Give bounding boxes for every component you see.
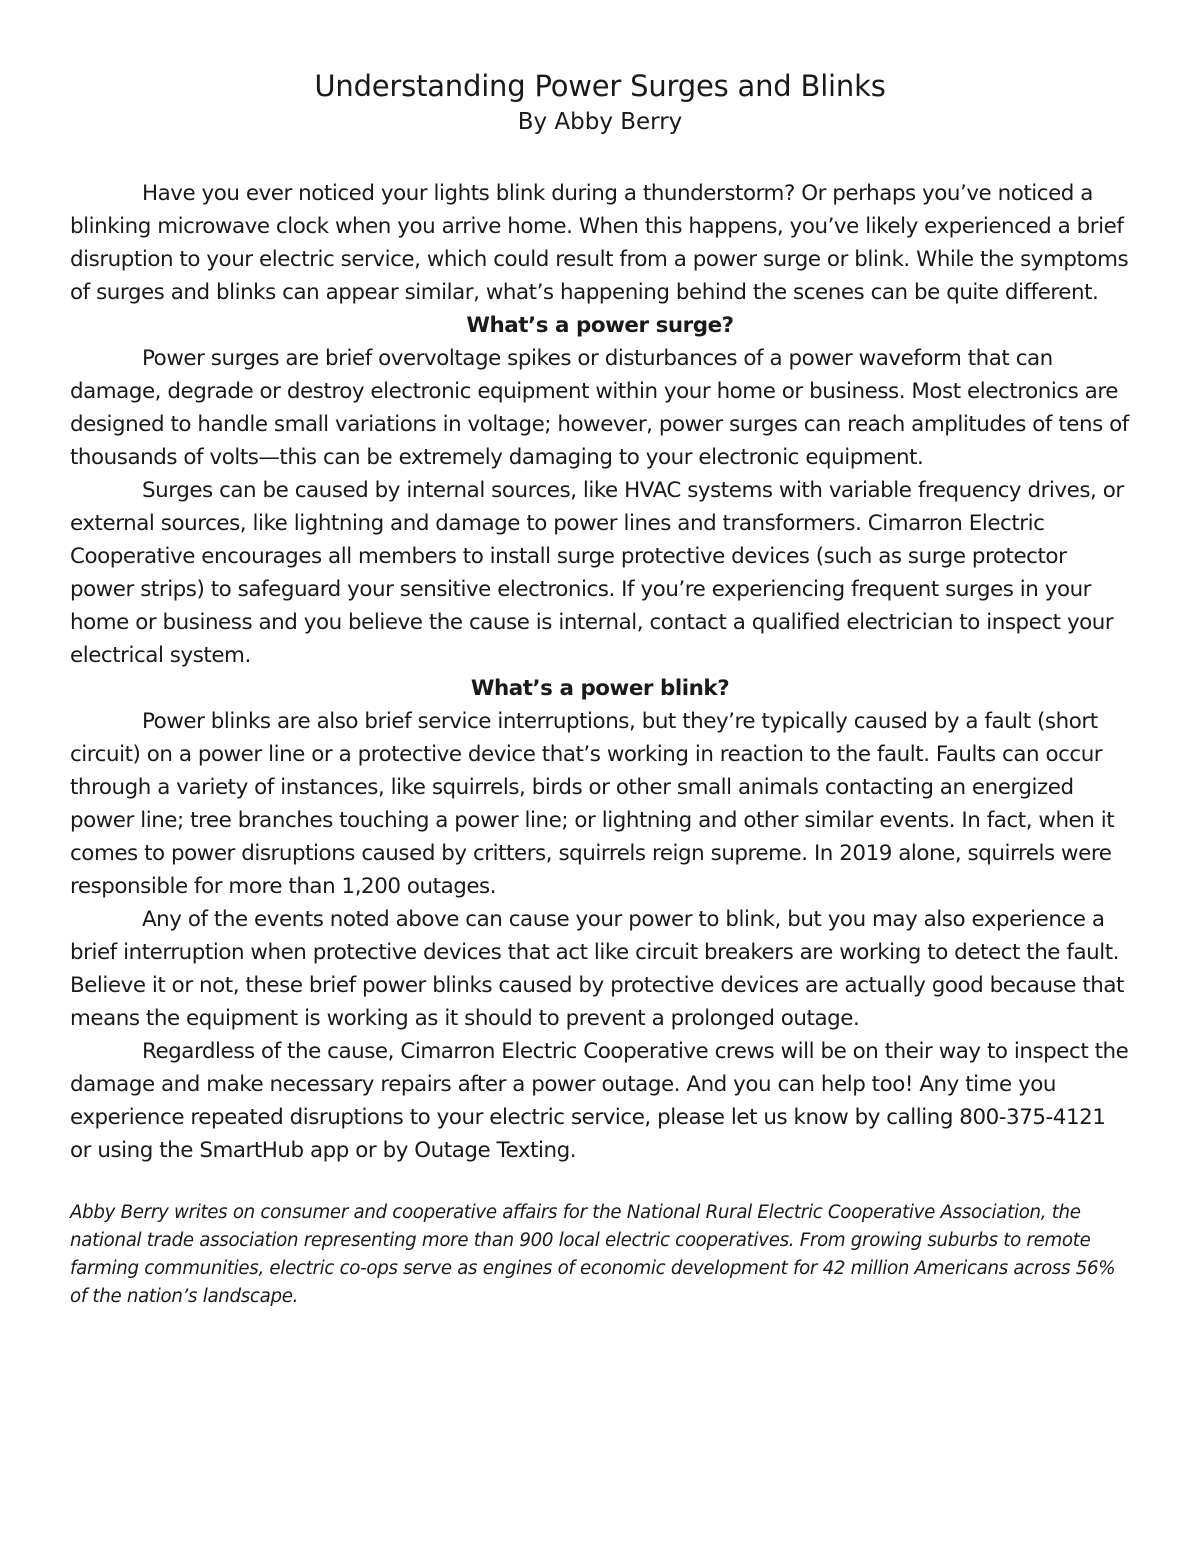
surge-paragraph-1: Power surges are brief overvoltage spikes or disturbances of a power waveform that can damage, degrade or destroy electronic equipment within your home or business. Most electronics are designed to handle small variations in voltage; however, power surges can reach amplitudes of tens of thousands of volts—this can be extremely damaging to your electronic equipment.	[70, 346, 1129, 470]
blink-paragraph-2: Any of the events noted above can cause your power to blink, but you may also experience a brief interruption when protective devices that act like circuit breakers are working to detect the fault. Believe it or not, these brief power blinks caused by protective devices are actually good because that means the equipment is working as it should to prevent a prolonged outage.	[70, 907, 1124, 1031]
intro-paragraph: Have you ever noticed your lights blink during a thunderstorm? Or perhaps you’ve noticed a blinking microwave clock when you arrive home. When this happens, you’ve likely experienced a brief disruption to your electric service, which could result from a power surge or blink. While the symptoms of surges and blinks can appear similar, what’s happening behind the scenes can be quite different.	[70, 181, 1129, 305]
article-byline: By Abby Berry	[517, 109, 683, 135]
article-body	[70, 177, 1130, 1167]
closing-paragraph: Regardless of the cause, Cimarron Electric Cooperative crews will be on their way to inspect the damage and make necessary repairs after a power outage. And you can help too! Any time you experience repeated disruptions to your electric service, please let us know by calling 800-375-4121 or using the SmartHub app or by Outage Texting.	[70, 1039, 1129, 1163]
section-heading-blink: What’s a power blink?	[470, 676, 730, 701]
author-bio: Abby Berry writes on consumer and cooperative affairs for the National Rural Electric Cooperative Association, the national trade association representing more than 900 local electric cooperatives. From growing suburbs to remote farming communities, electric co-ops serve as engines of economic development for 42 million Americans across 56% of the nation’s landscape.	[70, 1202, 1116, 1307]
surge-paragraph-2: Surges can be caused by internal sources, like HVAC systems with variable frequency drives, or external sources, like lightning and damage to power lines and transformers. Cimarron Electric Cooperative encourages all members to install surge protective devices (such as surge protector power strips) to safeguard your sensitive electronics. If you’re experiencing frequent surges in your home or business and you believe the cause is internal, contact a qualified electrician to inspect your electrical system.	[70, 478, 1124, 668]
blink-paragraph-1: Power blinks are also brief service interruptions, but they’re typically caused by a fault (short circuit) on a power line or a protective device that’s working in reaction to the fault. Faults can occur through a variety of instances, like squirrels, birds or other small animals contacting an energized power line; tree branches touching a power line; or lightning and other similar events. In fact, when it comes to power disruptions caused by critters, squirrels reign supreme. In 2019 alone, squirrels were responsible for more than 1,200 outages.	[70, 709, 1115, 899]
article-title: Understanding Power Surges and Blinks	[314, 69, 886, 103]
section-heading-surge: What’s a power surge?	[466, 313, 734, 338]
